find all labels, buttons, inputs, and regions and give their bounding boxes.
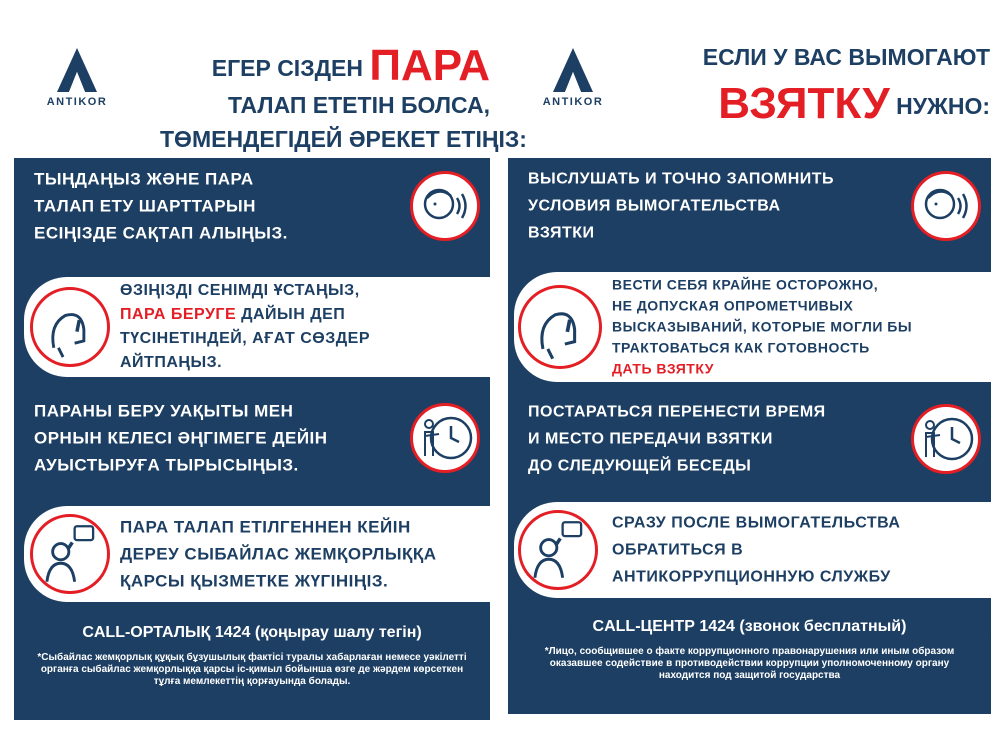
advice-text-2: ӨЗІҢІЗДІ СЕНІМДІ ҰСТАҢЫЗ, ПАРА БЕРУГЕ ДАЙЫН ДЕП ТҮСІНЕТІНДЕЙ, АҒАТ СӨЗДЕР АЙТПАҢЫЗ. — [120, 282, 370, 371]
antikor-logo-icon — [57, 48, 97, 92]
phone-call-icon — [30, 514, 110, 594]
footer-kazakh — [14, 612, 490, 720]
advice-card-2 — [514, 272, 991, 382]
poster-russian — [500, 0, 999, 729]
listening-head-icon — [410, 171, 480, 241]
heading-highlight: ВЗЯТКУ — [718, 79, 890, 128]
clock-person-icon — [911, 404, 981, 474]
silence-gesture-icon — [30, 287, 110, 367]
logo-text: ANTIKOR — [46, 96, 108, 108]
antikor-logo-icon — [553, 48, 593, 92]
antikor-logo — [42, 48, 112, 128]
antikor-logo — [538, 48, 608, 128]
advice-text-4: СРАЗУ ПОСЛЕ ВЫМОГАТЕЛЬСТВА ОБРАТИТЬСЯ В АНТИКОРРУПЦИОННУЮ СЛУЖБУ — [612, 514, 901, 586]
silence-gesture-icon — [518, 285, 602, 369]
heading-highlight: ПАРА — [369, 41, 490, 90]
heading-kazakh — [160, 41, 527, 156]
advice-text-2: ВЕСТИ СЕБЯ КРАЙНЕ ОСТОРОЖНО, НЕ ДОПУСКАЯ ОПРОМЕТЧИВЫХ ВЫСКАЗЫВАНИЙ, КОТОРЫЕ МОГЛИ БЫ ТРАКТОВАТЬСЯ КАК ГОТОВНОСТЬ ДАТЬ ВЗЯТКУ — [612, 276, 913, 377]
advice-card-4 — [24, 506, 490, 602]
call-center: CALL-ЦЕНТР 1424 (звонок бесплатный) — [592, 618, 907, 635]
advice-card-2 — [24, 277, 490, 377]
heading-line1: ЕГЕР СІЗДЕН — [211, 55, 363, 81]
advice-card-3 — [14, 395, 490, 481]
heading-line1: ЕСЛИ У ВАС ВЫМОГАЮТ — [702, 44, 990, 70]
heading-line3: ТӨМЕНДЕГІДЕЙ ӘРЕКЕТ ЕТІҢІЗ: — [160, 126, 527, 152]
advice-text-3: ПОСТАРАТЬСЯ ПЕРЕНЕСТИ ВРЕМЯ И МЕСТО ПЕРЕДАЧИ ВЗЯТКИ ДО СЛЕДУЮЩЕЙ БЕСЕДЫ — [528, 403, 826, 475]
listening-head-icon — [911, 171, 981, 241]
heading-line2: НУЖНО: — [896, 93, 990, 119]
heading-russian — [630, 40, 990, 126]
advice-text-3: ПАРАНЫ БЕРУ УАҚЫТЫ МЕН ОРНЫН КЕЛЕСІ ӘҢГІМЕГЕ ДЕЙІН АУЫСТЫРУҒА ТЫРЫСЫҢЫЗ. — [34, 401, 328, 475]
heading-line2: ТАЛАП ЕТЕТІН БОЛСА, — [227, 92, 490, 118]
footer-russian — [508, 606, 991, 714]
logo-text: ANTIKOR — [542, 96, 604, 108]
advice-text-4: ПАРА ТАЛАП ЕТІЛГЕННЕН КЕЙІН ДЕРЕУ СЫБАЙЛАС ЖЕМҚОРЛЫҚҚА ҚАРСЫ ҚЫЗМЕТКЕ ЖҮГІНІҢІЗ. — [120, 517, 437, 591]
advice-card-4 — [514, 502, 991, 598]
phone-call-icon — [518, 510, 598, 590]
advice-card-3 — [508, 396, 991, 482]
clock-person-icon — [410, 403, 480, 473]
call-center: CALL-ОРТАЛЫҚ 1424 (қоңырау шалу тегін) — [82, 624, 422, 641]
advice-text-1: ВЫСЛУШАТЬ И ТОЧНО ЗАПОМНИТЬ УСЛОВИЯ ВЫМОГАТЕЛЬСТВА ВЗЯТКИ — [528, 170, 835, 242]
footer-note: *Сыбайлас жемқорлық құқық бұзушылық фактісі туралы хабарлаған немесе уәкілетті органға сыбайлас жемқорлыққа қарсы іс-қимыл бойынша өзге де жәрдем көрсеткен тұлға мемлекеттің қорғауында болады. — [37, 652, 467, 687]
footer-note: *Лицо, сообщившее о факте коррупционного правонарушения или иным образом оказавшее содействие в противодействии коррупции уполномоченному органу находится под защитой государства — [544, 646, 955, 681]
advice-card-1 — [508, 163, 991, 249]
advice-card-1 — [14, 163, 490, 249]
advice-text-1: ТЫҢДАҢЫЗ ЖӘНЕ ПАРА ТАЛАП ЕТУ ШАРТТАРЫН ЕСІҢІЗДЕ САҚТАП АЛЫҢЫЗ. — [34, 169, 288, 243]
